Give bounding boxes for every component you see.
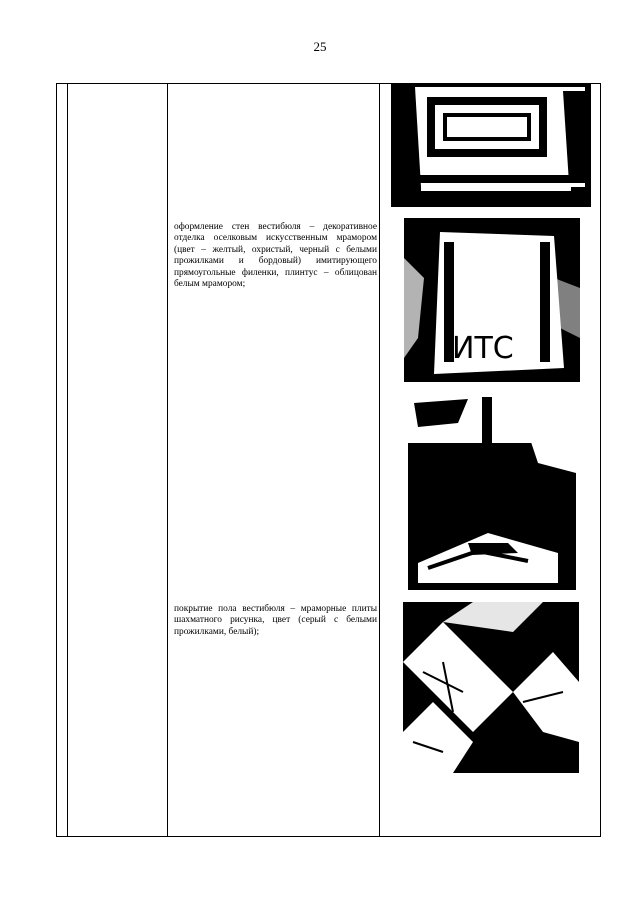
graffiti-inscription: ИТС xyxy=(452,331,514,366)
photo-wall-panel-detail xyxy=(391,83,591,207)
photo-stairwell-vestibule xyxy=(408,393,576,590)
column-divider-2 xyxy=(167,84,168,836)
photo-marble-floor-checkered xyxy=(403,602,579,773)
page-number: 25 xyxy=(313,39,327,54)
column-divider-1 xyxy=(67,84,68,836)
floor-finish-description: покрытие пола вестибюля – мраморные плиты шахматного рисунка, цвет (серый с белыми прожилками, белый); xyxy=(174,604,377,637)
wall-finish-description: оформление стен вестибюля – декоративное отделка оселковым искусственным мрамором (цвет – желтый, охристый, черный с белыми прожилками и бордовый) имитирующего прямоугольные филенки, плинтус – облицован белым мрамором; xyxy=(174,222,377,290)
photo-wall-panel-graffiti xyxy=(404,218,580,382)
column-divider-3 xyxy=(379,84,380,836)
